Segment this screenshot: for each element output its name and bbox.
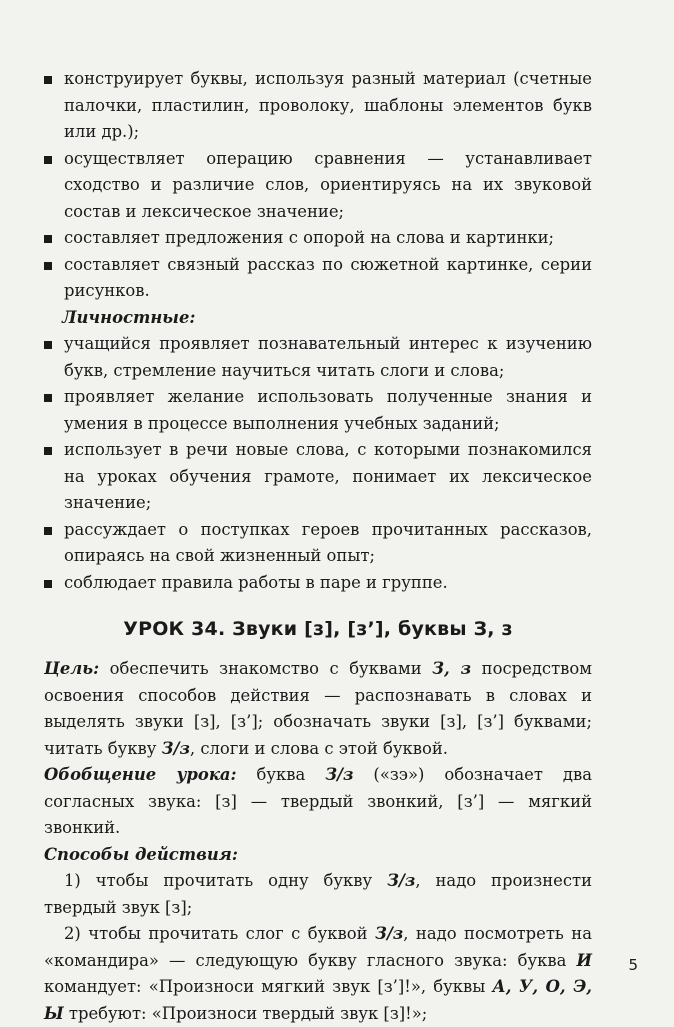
bullet-square-icon [44,580,52,588]
text-column [44,66,592,1027]
bullet-square-icon [44,527,52,535]
page-number: 5 [628,956,638,974]
list-item: соблюдает правила работы в паре и группе. [44,570,592,597]
bullet-square-icon [44,394,52,402]
goal-paragraph: Цель: обеспечить знакомство с буквами З, з посредством освоения способов действия — распознавать в словах и выделять звуки [з], [з’]; обозначать звуки [з], [з’] буквами; читать букву З/з, слоги и слова с этой буквой. [44,659,592,758]
list-item: осуществляет операцию сравнения — устанавливает сходство и различие слов, ориентируясь на их звуковой состав и лексическое значение; [44,146,592,226]
bullet-square-icon [44,447,52,455]
lesson-title: УРОК 34. Звуки [з], [з’], буквы З, з [123,618,513,640]
list-item: составляет предложения с опорой на слова и картинки; [44,225,592,252]
bullet-square-icon [44,76,52,84]
list-item: учащийся проявляет познавательный интерес к изучению букв, стремление научиться читать слоги и слова; [44,331,592,384]
bullet-square-icon [44,341,52,349]
list-item: составляет связный рассказ по сюжетной картинке, серии рисунков. [44,252,592,305]
method-1-paragraph: 1) чтобы прочитать одну букву З/з, надо произнести твердый звук [з]; [44,871,593,917]
list-item: проявляет желание использовать полученные знания и умения в процессе выполнения учебных заданий; [44,384,592,437]
bullet-square-icon [44,262,52,270]
methods-heading: Способы действия: [44,844,238,864]
list-item: использует в речи новые слова, с которыми познакомился на уроках обучения грамоте, понимает их лексическое значение; [44,437,592,517]
bullet-square-icon [44,235,52,243]
list-item: конструирует буквы, используя разный материал (счетные палочки, пластилин, проволоку, шаблоны элементов букв или др.); [44,66,592,146]
list-item: рассуждает о поступках героев прочитанных рассказов, опираясь на свой жизненный опыт; [44,517,592,570]
personal-heading: Личностные: [62,307,196,327]
method-2-paragraph: 2) чтобы прочитать слог с буквой З/з, надо посмотреть на «командира» — следующую букву гласного звука: буква И командует: «Произноси мягкий звук [з’]!», буквы А, У, О, Э, Ы требуют: «Произноси твердый звук [з]!»; [44,924,592,1023]
bullet-square-icon [44,156,52,164]
summary-paragraph: Обобщение урока: буква З/з («зэ») обозначает два согласных звука: [з] — твердый звонкий, [з’] — мягкий звонкий. [44,765,592,837]
